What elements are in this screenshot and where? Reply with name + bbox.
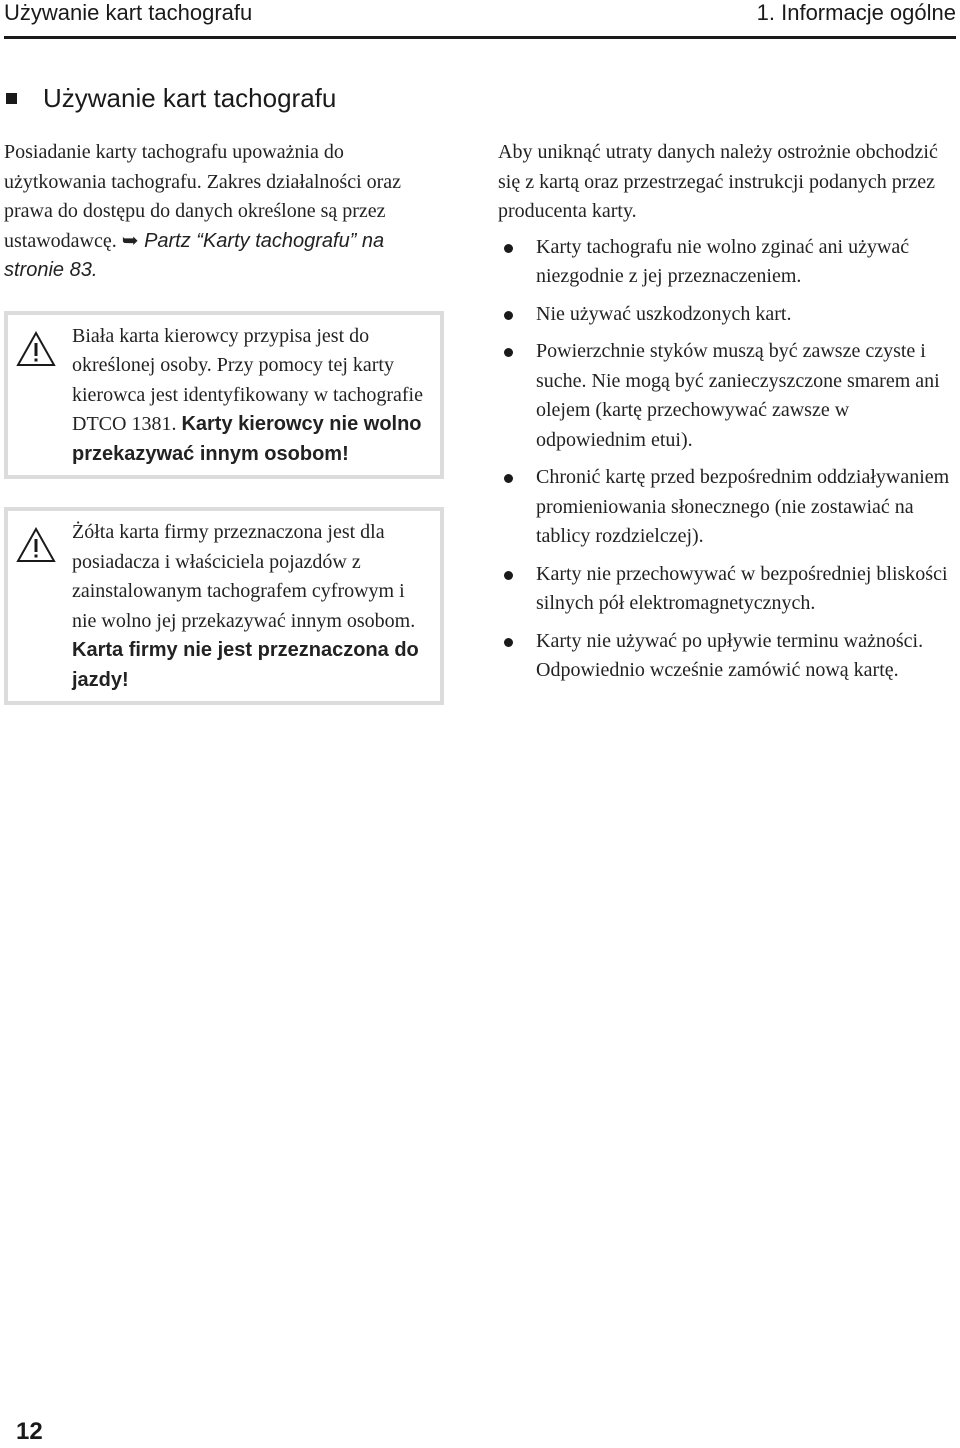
round-bullet-icon [504,571,513,580]
list-item-text: Karty nie przechowywać w bezpośredniej bliskości silnych pół elektromagnetycznych. [536,562,948,614]
left-column [4,138,444,705]
round-bullet-icon [504,244,513,253]
square-bullet-icon [6,93,17,104]
page-number: 12 [16,1418,43,1445]
warning-text-driver-card [72,322,432,470]
care-instructions-list [498,233,956,686]
cross-reference-text[interactable]: Partz “Karty tachografu” na stronie 83. [4,229,385,281]
warning-box-company-card [4,507,444,705]
warning2-body: Żółta karta firmy przeznaczona jest dla posiadacza i właściciela pojazdów z zainstalowanym tachografem cyfrowym i nie wolno jej przekazywać innym osobom. [72,521,416,632]
warning2-emphasis: Karta firmy nie jest przeznaczona do jazdy! [72,639,419,691]
section-title-text: Używanie kart tachografu [43,83,337,113]
list-item [498,300,956,330]
round-bullet-icon [504,348,513,357]
warning1-body: Biała karta kierowcy przypisa jest do określonej osoby. Przy pomocy tej karty kierowca jest identyfikowany w tachografie DTCO 1381. [72,324,423,435]
round-bullet-icon [504,474,513,483]
arrow-right-icon: ➥ [121,229,139,252]
list-item-text: Chronić kartę przed bezpośrednim oddziaływaniem promieniowania słonecznego (nie zostawiać na tablicy rozdzielczej). [536,466,950,547]
right-intro-paragraph: Aby uniknąć utraty danych należy ostrożnie obchodzić się z kartą oraz przestrzegać instrukcji podanych przez producenta karty. [498,141,938,222]
list-item [498,463,956,552]
header-right-chapter: 1. Informacje ogólne [756,0,956,25]
list-item [498,560,956,619]
list-item-text: Karty tachografu nie wolno zginać ani używać niezgodnie z jej przeznaczeniem. [536,235,910,287]
header-left-title: Używanie kart tachografu [4,0,253,25]
list-item-text: Nie używać uszkodzonych kart. [536,302,792,325]
header-rule [4,36,956,39]
section-title [4,82,336,114]
list-item-text: Karty nie używać po upływie terminu ważności. Odpowiednio wcześnie zamówić nową kartę. [536,629,924,681]
warning-triangle-icon [16,527,56,563]
warning-text-company-card [72,518,432,695]
left-intro-paragraph [4,138,444,286]
list-item [498,337,956,455]
round-bullet-icon [504,638,513,647]
round-bullet-icon [504,311,513,320]
warning-triangle-icon [16,331,56,367]
list-item [498,233,956,292]
warning1-emphasis: Karty kierowcy nie wolno przekazywać innym osobom! [72,413,422,465]
list-item [498,627,956,686]
left-intro-text: Posiadanie karty tachografu upoważnia do użytkowania tachografu. Zakres działalności oraz prawa do dostępu do danych określone są przez ustawodawcę. [4,141,402,252]
warning-box-driver-card [4,311,444,480]
list-item-text: Powierzchnie styków muszą być zawsze czyste i suche. Nie mogą być zanieczyszczone smarem ani olejem (kartę przechowywać zawsze w odpowiednim etui). [536,340,940,451]
right-column [498,138,956,694]
